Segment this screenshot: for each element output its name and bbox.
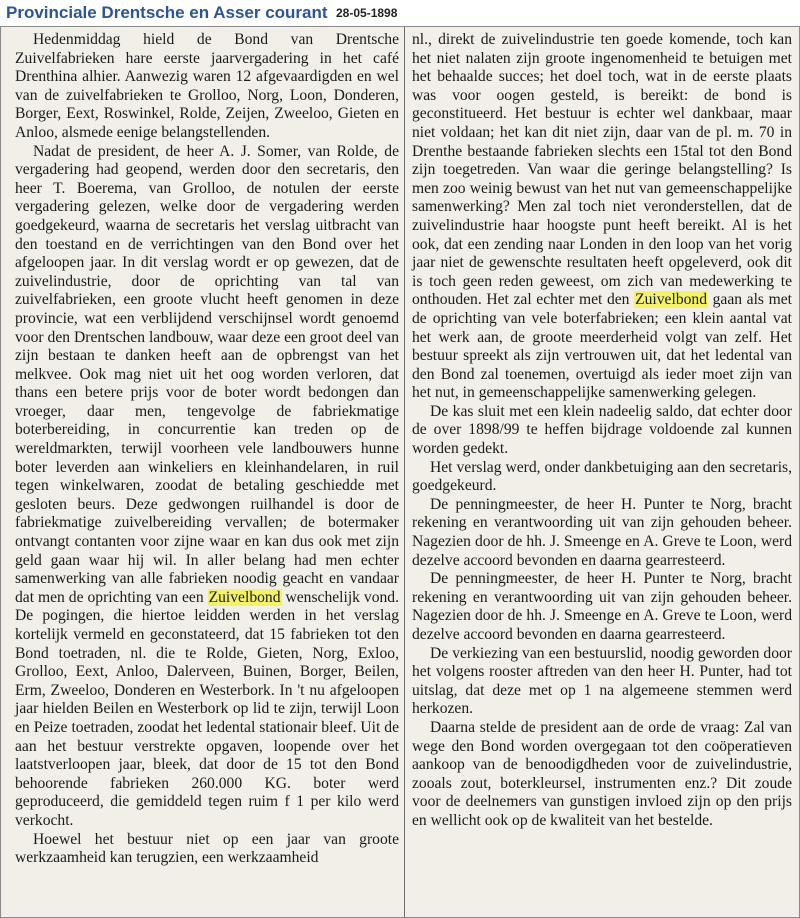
newspaper-title: Provinciale Drentsche en Asser courant (6, 3, 328, 22)
highlighted-term: Zuivelbond (208, 588, 281, 606)
paragraph: De penningmeester, de heer H. Punter te Norg, bracht rekening en verantwoording uit van zijn gehouden beheer. Nagezien door de hh. J. Smeenge en A. Greve te Loon, werd dezelve accoord bevonden en daarna gearresteerd. (412, 570, 792, 643)
paragraph: Daarna stelde de president aan de orde de vraag: Zal van wege den Bond worden overgegaan tot den coöperatieven aankoop van de benoodigdheden voor de zuivelindustrie, zooals zout, boterkleursel, instrumenten enz.? Dit zoude voor de deelnemers van gunstigen invloed zijn op den prijs en wellicht ook op de kwaliteit van het bestelde. (412, 718, 792, 829)
paragraph: Hedenmiddag hield de Bond van Drentsche Zuivelfabrieken hare eerste jaarvergadering in het café Drenthina alhier. Aanwezig waren 12 afgevaardigden en wel van de zuivelfabrieken te Grolloo, Norg, Loon, Donderen, Borger, Eext, Roswinkel, Rolde, Zeijen, Zweeloo, Gieten en Anloo, alsmede eenige belangstellenden. (15, 31, 399, 141)
paragraph: Hoewel het bestuur niet op een jaar van groote werkzaamheid kan terugzien, een werkzaamheid (15, 830, 399, 867)
publication-date: 28-05-1898 (336, 6, 398, 20)
paragraph: Het verslag werd, onder dankbetuiging aan den secretaris, goedgekeurd. (412, 458, 792, 495)
newspaper-clipping (0, 26, 800, 918)
paragraph: De verkiezing van een bestuurslid, noodig geworden door het volgens rooster aftreden van den heer H. Punter, had tot uitslag, dat deze met op 1 na algemeene stemmen werd herkozen. (412, 644, 792, 718)
column-divider (404, 27, 405, 918)
article-column-left (15, 31, 399, 868)
highlighted-term: Zuivelbond (635, 291, 708, 309)
paragraph: Nadat de president, de heer A. J. Somer, van Rolde, de vergadering had geopend, werden door den secretaris, den heer T. Boerema, van Grolloo, de notulen der eerste vergadering gelezen, welke door de vergadering werden goedgekeurd, waarna de secretaris het verslag uitbracht van den toestand en de verrichtingen van den Bond over het afgeloopen jaar. In dit verslag wordt er op gewezen, dat de zuivelindustrie, door de oprichting van tal van zuivelfabrieken, een groote vlucht heeft genomen in deze provincie, wat een verblijdend verschijnsel wordt genoemd voor den Drentschen landbouw, waar deze een groot deel van zijn bestaan te danken heeft aan de opbrengst van het melkvee. Ook mag niet uit het oog worden verloren, dat thans een betere prijs voor de boter wordt bedongen dan vroeger, daar men, tengevolge de fabriekmatige boterbereiding, in concurrentie kan treden op de wereldmarkten, terwijl voorheen vele landbouwers hunne boter leverden aan winkeliers en kleinhandelaren, in ruil tegen winkelwaren, zoodat de betaling geschiedde met gesloten beurs. Deze gedwongen ruilhandel is door de fabriekmatige zuivelbereiding vervallen; de botermaker ontvangt contanten voor zijne waar en kan dus ook met zijn geld gaan waar hij wil. In aller belang had men echter samenwerking van alle fabrieken noodig geacht en vandaar dat men de oprichting van een Zuivelbond wenschelijk vond. De pogingen, die hiertoe leidden werden in het verslag kortelijk vermeld en geconstateerd, dat 15 fabrieken tot den Bond toetraden, nl. die te Rolde, Gieten, Norg, Exloo, Grolloo, Eext, Anloo, Dalerveen, Buinen, Borger, Beilen, Erm, Zweeloo, Donderen en Westerbork. In 't nu afgeloopen jaar hielden Beilen en Westerbork op lid te zijn, terwijl Loon en Peize toetraden, zoodat het ledental stationair bleef. Uit de aan het bestuur verstrekte opgaven, loopende over het laatstverloopen jaar, bleek, dat door de 15 tot den Bond behoorende fabrieken 260.000 KG. boter werd geproduceerd, die gemiddeld tegen ruim f 1 per kilo werd verkocht. (15, 142, 399, 829)
paragraph: De kas sluit met een klein nadeelig saldo, dat echter door de over 1898/99 te heffen bijdrage voldoende zal kunnen worden gedekt. (412, 402, 792, 458)
paragraph: De penningmeester, de heer H. Punter te Norg, bracht rekening en verantwoording uit van zijn gehouden beheer. Nagezien door de hh. J. Smeenge en A. Greve te Loon, werd dezelve accoord bevonden en daarna gearresteerd. (412, 495, 792, 569)
header-bar (0, 0, 800, 26)
paragraph: nl., direkt de zuivelindustrie ten goede komende, toch kan het niet nalaten zijn groote ingenomenheid te betuigen met het behaalde succes; het doel toch, wat in de eerste plaats was voor oogen gesteld, is bereikt: de bond is geconstitueerd. Het bestuur is echter wel dankbaar, maar niet voldaan; het kan dit niet zijn, daar van de pl. m. 70 in Drenthe bestaande fabrieken slechts een 15tal tot den Bond zijn toegetreden. Van waar die geringe belangstelling? Is men zoo weinig bewust van het nut van gemeenschappelijke samenwerking? Men zal toch niet veronderstellen, dat de zuivelindustrie haar hoogste punt heeft bereikt. Al is het ook, dat een zending naar Londen in den loop van het vorig jaar niet de gewenschte resultaten heeft opgeleverd, ook dit is toch geen reden geweest, om zich van medewerking te onthouden. Het zal echter met den Zuivelbond gaan als met de oprichting van vele boterfabrieken; een klein aantal vat het werk aan, de groote meerderheid volgt van zelf. Het bestuur spreekt als zijn vertrouwen uit, dat het ledental van den Bond zal toenemen, overtuigd als ieder moet zijn van het nut, in gemeenschappelijke samenwerking gelegen. (412, 31, 793, 402)
article-column-right (412, 31, 792, 831)
